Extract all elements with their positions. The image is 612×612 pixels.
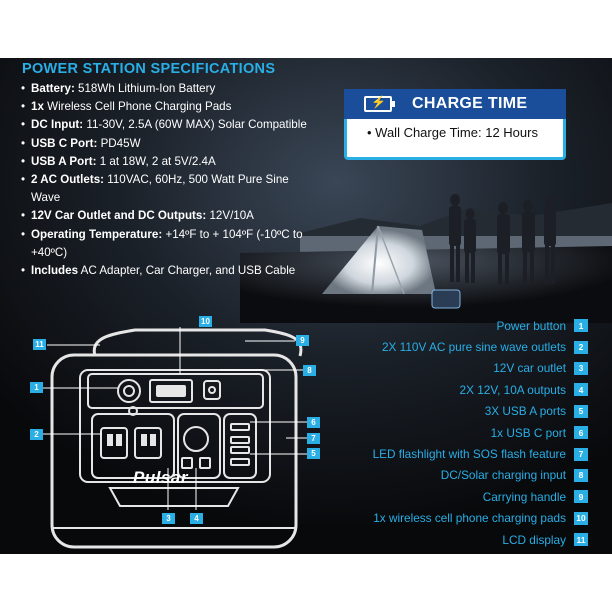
spec-item: • USB A Port: 1 at 18W, 2 at 5V/2.4A xyxy=(21,153,311,171)
spec-item: • Includes AC Adapter, Car Charger, and USB Cable xyxy=(21,262,311,280)
callout-marker: 4 xyxy=(190,513,203,524)
legend-item: 3X USB A ports 5 xyxy=(228,401,588,422)
callout-marker: 7 xyxy=(307,433,320,444)
spec-item: • Operating Temperature: +14ºF to + 104ºF (-10ºC to +40ºC) xyxy=(21,226,311,262)
charge-time-title: CHARGE TIME xyxy=(412,95,528,112)
legend-item: DC/Solar charging input 8 xyxy=(228,465,588,486)
spec-item: • 2 AC Outlets: 110VAC, 60Hz, 500 Watt Pure Sine Wave xyxy=(21,171,311,207)
legend-item: Power button 1 xyxy=(228,315,588,336)
product-infographic xyxy=(0,58,612,554)
feature-legend xyxy=(228,315,588,550)
callout-marker: 8 xyxy=(303,365,316,376)
spec-item: • 12V Car Outlet and DC Outputs: 12V/10A xyxy=(21,207,311,225)
callout-marker: 10 xyxy=(199,316,212,327)
callout-marker: 2 xyxy=(30,429,43,440)
specs-title: POWER STATION SPECIFICATIONS xyxy=(22,61,276,77)
legend-item: Carrying handle 9 xyxy=(228,486,588,507)
charge-time-text: • Wall Charge Time: 12 Hours xyxy=(367,125,538,140)
spec-item: • 1x Wireless Cell Phone Charging Pads xyxy=(21,98,311,116)
callout-marker: 5 xyxy=(307,448,320,459)
callout-marker: 1 xyxy=(30,382,43,393)
battery-charging-icon: ⚡ xyxy=(364,96,392,112)
callout-marker: 6 xyxy=(307,417,320,428)
legend-item: LED flashlight with SOS flash feature 7 xyxy=(228,443,588,464)
legend-item: 2X 110V AC pure sine wave outlets 2 xyxy=(228,336,588,357)
legend-item: LCD display 11 xyxy=(228,529,588,550)
legend-item: 1x USB C port 6 xyxy=(228,422,588,443)
legend-item: 2X 12V, 10A outputs 4 xyxy=(228,379,588,400)
callout-marker: 9 xyxy=(296,335,309,346)
spec-item: • USB C Port: PD45W xyxy=(21,135,311,153)
pulsar-logo: Pulsar xyxy=(133,468,188,487)
callout-marker: 3 xyxy=(162,513,175,524)
spec-item: • DC Input: 11-30V, 2.5A (60W MAX) Solar Compatible xyxy=(21,116,311,134)
legend-item: 12V car outlet 3 xyxy=(228,358,588,379)
legend-item: 1x wireless cell phone charging pads 10 xyxy=(228,508,588,529)
spec-item: • Battery: 518Wh Lithium-Ion Battery xyxy=(21,80,311,98)
callout-marker: 11 xyxy=(33,339,46,350)
